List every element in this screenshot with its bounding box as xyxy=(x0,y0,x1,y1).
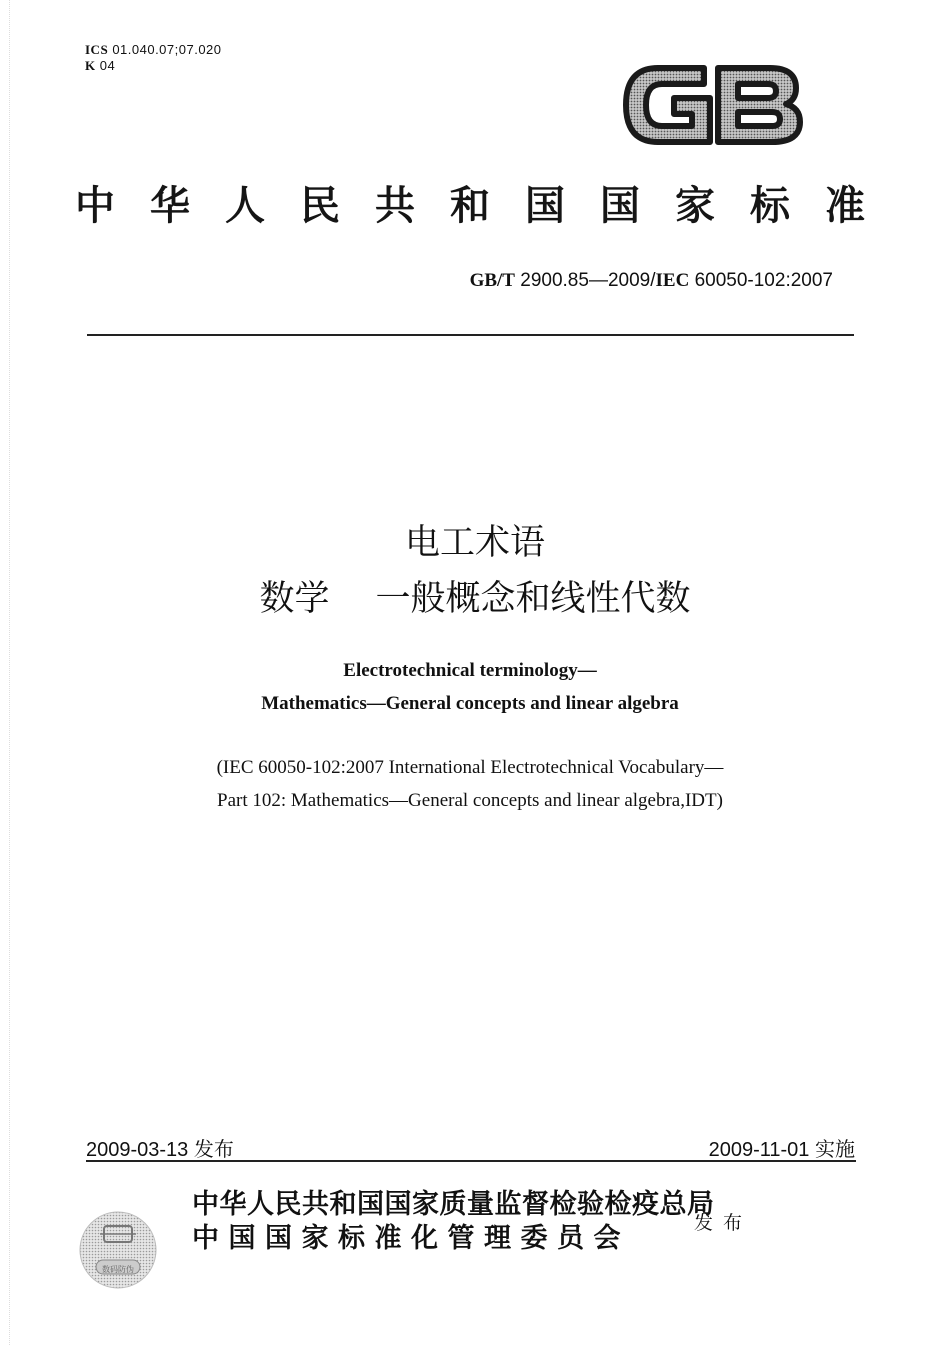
standard-number: GB/T 2900.85—2009/IEC 60050-102:2007 xyxy=(469,270,833,291)
stamp-seal-icon xyxy=(76,1208,160,1292)
english-title-line2: Mathematics—General concepts and linear algebra xyxy=(261,693,679,714)
stamp-text: 数码防伪 xyxy=(102,1265,134,1274)
english-title-line1: Electrotechnical terminology— xyxy=(343,660,597,681)
chinese-title-line1: 电工术语 xyxy=(404,523,545,563)
gb-logo xyxy=(618,58,804,152)
iec-reference-line2: Part 102: Mathematics—General concepts and linear algebra,IDT) xyxy=(217,790,723,811)
ics-code: ICS 01.040.07;07.020 xyxy=(85,42,222,57)
iec-reference-line1: (IEC 60050-102:2007 International Electrotechnical Vocabulary— xyxy=(216,757,724,778)
anti-counterfeit-stamp xyxy=(76,1208,160,1292)
standard-title: 中华人民共和国国家标准 xyxy=(75,182,865,229)
issuer-line1: 中华人民共和国国家质量监督检验检疫总局 xyxy=(192,1189,715,1220)
classification-codes xyxy=(85,42,222,74)
publish-label: 发布 xyxy=(694,1212,753,1234)
header-divider xyxy=(87,334,854,336)
issuer-line2: 中国国家标准化管理委员会 xyxy=(192,1223,630,1254)
issue-date: 2009-03-13 发布 xyxy=(86,1139,234,1161)
chinese-title-line2: 数学 一般概念和线性代数 xyxy=(259,579,691,619)
category-code: K 04 xyxy=(85,58,116,73)
footer-divider xyxy=(86,1160,856,1162)
implementation-date: 2009-11-01 实施 xyxy=(708,1139,855,1161)
svg-text:GB: GB xyxy=(618,58,620,59)
gb-logo-graphic xyxy=(618,58,804,152)
